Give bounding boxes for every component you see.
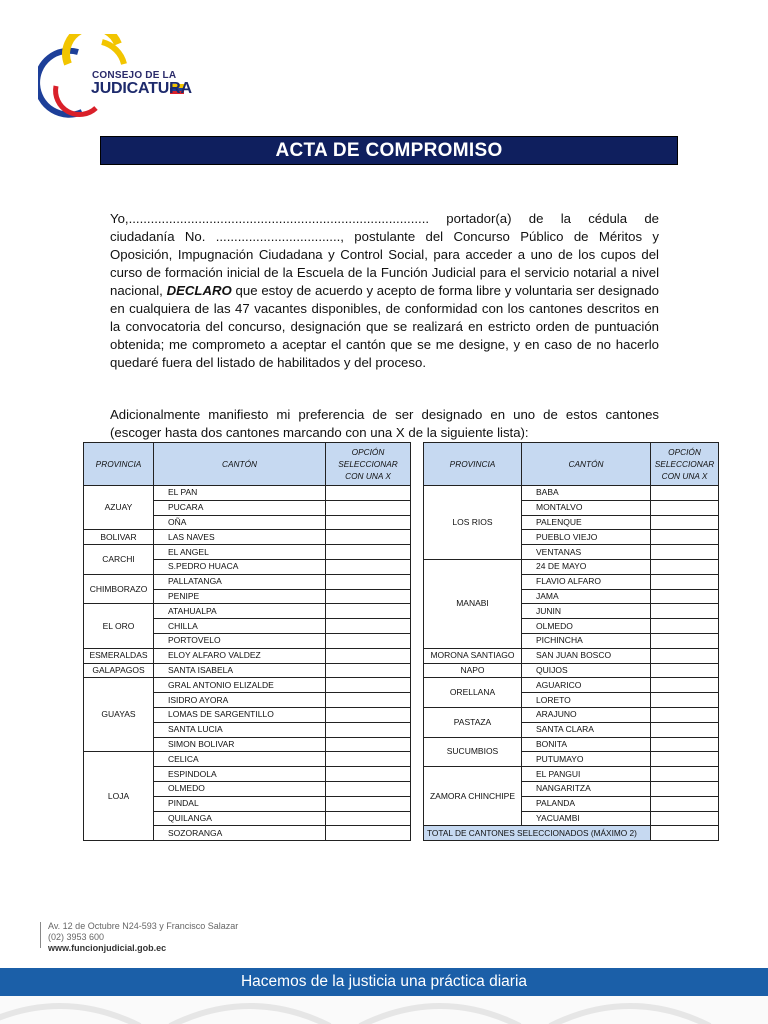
canton-cell: NANGARITZA	[522, 781, 651, 796]
selection-cell[interactable]	[651, 678, 719, 693]
table-row	[84, 574, 411, 589]
table-row	[84, 545, 411, 560]
canton-cell: SANTA CLARA	[522, 722, 651, 737]
canton-cell: PALLATANGA	[154, 574, 326, 589]
selection-cell[interactable]	[326, 545, 411, 560]
provincia-cell: LOS RIOS	[424, 486, 522, 560]
canton-cell: SOZORANGA	[154, 826, 326, 841]
canton-cell: SANTA ISABELA	[154, 663, 326, 678]
selection-cell[interactable]	[651, 811, 719, 826]
canton-cell: QUIJOS	[522, 663, 651, 678]
canton-cell: PALANDA	[522, 796, 651, 811]
canton-cell: MONTALVO	[522, 500, 651, 515]
provincia-cell: SUCUMBIOS	[424, 737, 522, 767]
canton-cell: ATAHUALPA	[154, 604, 326, 619]
canton-cell: SANTA LUCIA	[154, 722, 326, 737]
canton-cell: EL PAN	[154, 486, 326, 501]
selection-cell[interactable]	[651, 545, 719, 560]
selection-cell[interactable]	[651, 515, 719, 530]
canton-cell: BONITA	[522, 737, 651, 752]
provincia-cell: MORONA SANTIAGO	[424, 648, 522, 663]
selection-cell[interactable]	[326, 648, 411, 663]
footer-contact	[48, 921, 238, 954]
provincia-cell: LOJA	[84, 752, 154, 841]
canton-cell: EL PANGUI	[522, 767, 651, 782]
table-row	[424, 663, 719, 678]
selection-cell[interactable]	[651, 693, 719, 708]
canton-cell: SIMON BOLIVAR	[154, 737, 326, 752]
provincia-cell: ORELLANA	[424, 678, 522, 708]
canton-cell: LORETO	[522, 693, 651, 708]
selection-cell[interactable]	[651, 767, 719, 782]
selection-cell[interactable]	[651, 500, 719, 515]
provincia-cell: CHIMBORAZO	[84, 574, 154, 604]
table-row	[84, 663, 411, 678]
canton-cell: AGUARICO	[522, 678, 651, 693]
selection-cell[interactable]	[326, 781, 411, 796]
logo-text-line2: JUDICATURA	[91, 80, 192, 97]
table-row	[84, 678, 411, 693]
table-header-row	[84, 443, 411, 486]
selection-cell[interactable]	[651, 737, 719, 752]
selection-cell[interactable]	[651, 619, 719, 634]
table-row	[84, 530, 411, 545]
selection-cell[interactable]	[651, 559, 719, 574]
declaration-text-end: que estoy de acuerdo y acepto de forma libre y voluntaria ser designado en cualquiera de las 47 vacantes disponibles, de conformidad con los cantones descritos en la convocatoria del concurso, designación que se realizará en estricto orden de puntuación obtenida; me comprometo a aceptar el cantón que se me designe, y en caso de no hacerlo quedaré fuera del listado de habilitados y del proceso.	[110, 283, 660, 370]
canton-cell: 24 DE MAYO	[522, 559, 651, 574]
table-row	[424, 767, 719, 782]
canton-cell: JUNIN	[522, 604, 651, 619]
table-row	[424, 678, 719, 693]
canton-cell: ARAJUNO	[522, 707, 651, 722]
canton-cell: PICHINCHA	[522, 633, 651, 648]
selection-cell[interactable]	[326, 663, 411, 678]
footer-website: www.funcionjudicial.gob.ec	[48, 943, 167, 953]
header-opcion: OPCIÓN SELECCIONAR CON UNA X	[326, 443, 411, 486]
table-row	[424, 486, 719, 501]
canton-cell: EL ANGEL	[154, 545, 326, 560]
selection-cell[interactable]	[326, 722, 411, 737]
header-canton: CANTÓN	[154, 443, 326, 486]
preference-paragraph: Adicionalmente manifiesto mi preferencia de ser designado en uno de estos cantones (escoger hasta dos cantones marcando con una X de la siguiente lista):	[110, 407, 659, 440]
selection-cell[interactable]	[326, 574, 411, 589]
canton-cell: FLAVIO ALFARO	[522, 574, 651, 589]
selection-cell[interactable]	[651, 722, 719, 737]
selection-cell[interactable]	[326, 486, 411, 501]
selection-cell[interactable]	[326, 633, 411, 648]
declaro-emphasis: DECLARO	[166, 283, 232, 298]
header-provincia: PROVINCIA	[84, 443, 154, 486]
selection-cell[interactable]	[326, 678, 411, 693]
canton-cell: VENTANAS	[522, 545, 651, 560]
table-row	[84, 648, 411, 663]
selection-cell[interactable]	[326, 767, 411, 782]
header-provincia: PROVINCIA	[424, 443, 522, 486]
total-row	[424, 826, 719, 841]
canton-cell: BABA	[522, 486, 651, 501]
selection-cell[interactable]	[651, 574, 719, 589]
selection-cell[interactable]	[326, 530, 411, 545]
selection-cell[interactable]	[651, 648, 719, 663]
selection-cell[interactable]	[651, 589, 719, 604]
selection-cell[interactable]	[651, 796, 719, 811]
provincia-cell: BOLIVAR	[84, 530, 154, 545]
canton-cell: YACUAMBI	[522, 811, 651, 826]
selection-cell[interactable]	[326, 811, 411, 826]
provincia-cell: MANABI	[424, 559, 522, 648]
logo-text-line1: CONSEJO DE LA	[92, 70, 177, 81]
canton-cell: LOMAS DE SARGENTILLO	[154, 707, 326, 722]
provincia-cell: GUAYAS	[84, 678, 154, 752]
provincia-cell: ZAMORA CHINCHIPE	[424, 767, 522, 826]
canton-cell: PUTUMAYO	[522, 752, 651, 767]
canton-cell: PUCARA	[154, 500, 326, 515]
table-row	[424, 737, 719, 752]
selection-cell[interactable]	[651, 663, 719, 678]
provincia-cell: AZUAY	[84, 486, 154, 530]
selection-cell[interactable]	[651, 530, 719, 545]
canton-cell: ELOY ALFARO VALDEZ	[154, 648, 326, 663]
selection-cell[interactable]	[651, 633, 719, 648]
table-row	[424, 648, 719, 663]
canton-cell: PORTOVELO	[154, 633, 326, 648]
selection-cell[interactable]	[651, 752, 719, 767]
canton-cell: PENIPE	[154, 589, 326, 604]
canton-cell: PALENQUE	[522, 515, 651, 530]
canton-cell: JAMA	[522, 589, 651, 604]
canton-cell: ESPINDOLA	[154, 767, 326, 782]
title-banner	[100, 136, 678, 165]
canton-cell: LAS NAVES	[154, 530, 326, 545]
table-row	[84, 752, 411, 767]
selection-cell[interactable]	[651, 604, 719, 619]
canton-cell: SAN JUAN BOSCO	[522, 648, 651, 663]
table-row	[84, 486, 411, 501]
selection-cell[interactable]	[326, 707, 411, 722]
header-canton: CANTÓN	[522, 443, 651, 486]
provincia-cell: ESMERALDAS	[84, 648, 154, 663]
selection-cell[interactable]	[326, 693, 411, 708]
selection-cell[interactable]	[326, 619, 411, 634]
selection-cell[interactable]	[651, 781, 719, 796]
declaration-paragraph	[110, 210, 659, 372]
footer-slogan: Hacemos de la justicia una práctica diaria	[240, 973, 528, 990]
table-row	[84, 604, 411, 619]
total-label: TOTAL DE CANTONES SELECCIONADOS (MÁXIMO 2)	[424, 826, 651, 841]
cantones-table-right	[423, 442, 719, 841]
selection-cell[interactable]	[651, 486, 719, 501]
selection-cell[interactable]	[326, 737, 411, 752]
provincia-cell: NAPO	[424, 663, 522, 678]
selection-cell[interactable]	[326, 515, 411, 530]
footer-address: Av. 12 de Octubre N24-593 y Francisco Salazar	[48, 921, 239, 931]
table-header-row	[424, 443, 719, 486]
provincia-cell: GALAPAGOS	[84, 663, 154, 678]
table-row	[424, 559, 719, 574]
cantones-table-left	[83, 442, 411, 841]
footer-phone: (02) 3953 600	[48, 932, 105, 942]
selection-cell[interactable]	[326, 796, 411, 811]
canton-cell: PINDAL	[154, 796, 326, 811]
total-value-cell[interactable]	[651, 826, 719, 841]
canton-cell: S.PEDRO HUACA	[154, 559, 326, 574]
selection-cell[interactable]	[326, 500, 411, 515]
canton-cell: QUILANGA	[154, 811, 326, 826]
canton-cell: OLMEDO	[154, 781, 326, 796]
footer-decoration	[0, 996, 768, 1024]
selection-cell[interactable]	[326, 826, 411, 841]
selection-cell[interactable]	[326, 559, 411, 574]
selection-cell[interactable]	[326, 752, 411, 767]
canton-cell: ISIDRO AYORA	[154, 693, 326, 708]
selection-cell[interactable]	[326, 589, 411, 604]
canton-cell: OÑA	[154, 515, 326, 530]
canton-cell: PUEBLO VIEJO	[522, 530, 651, 545]
provincia-cell: EL ORO	[84, 604, 154, 648]
canton-cell: CHILLA	[154, 619, 326, 634]
footer-divider	[40, 922, 41, 948]
provincia-cell: PASTAZA	[424, 707, 522, 737]
table-row	[424, 707, 719, 722]
canton-cell: CELICA	[154, 752, 326, 767]
provincia-cell: CARCHI	[84, 545, 154, 575]
header-opcion: OPCIÓN SELECCIONAR CON UNA X	[651, 443, 719, 486]
canton-cell: OLMEDO	[522, 619, 651, 634]
selection-cell[interactable]	[651, 707, 719, 722]
declaration-text-start: Yo,.................................................................................. portador(a) de la cédula de ciudadanía No. .................................., postulante del Concurso Público de Méritos y Oposición, Impugnación Ciudadana y Control Social, para acceder a uno de los cupos del curso de formación inicial de la Escuela de la Función Judicial para el servicio notarial a nivel nacional,	[110, 211, 659, 298]
document-title: ACTA DE COMPROMISO	[275, 140, 503, 161]
selection-cell[interactable]	[326, 604, 411, 619]
footer-slogan-bar	[0, 968, 768, 996]
canton-cell: GRAL ANTONIO ELIZALDE	[154, 678, 326, 693]
